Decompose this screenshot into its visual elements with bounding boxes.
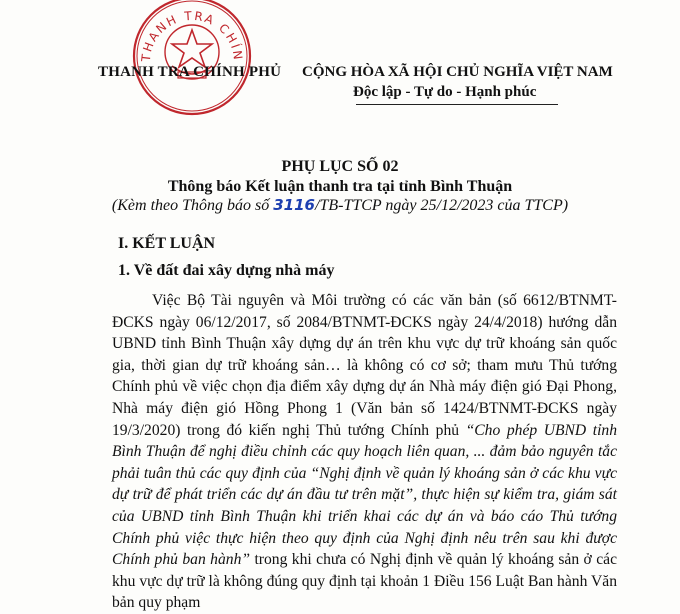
paragraph-text: Việc Bộ Tài nguyên và Môi trường có các văn bản (số 6612/BTNMT-ĐCKS ngày 06/12/2017, số 2084/BTNMT-ĐCKS ngày 24/4/2018) hướng dẫn UBND tỉnh Bình Thuận xây dựng dự án trên khu vực dự trữ khoáng sản quốc gia, thời gian dự trữ khoáng sản… là không có cơ sở; tham mưu Thủ tướng Chính phủ về việc chọn địa điểm xây dựng dự án Nhà máy điện gió Đại Phong, Nhà máy điện gió Hồng Phong 1 (Văn bản số 1424/BTNMT-ĐCKS ngày 19/3/2020) trong đó kiến nghị Thủ tướng Chính phủ (112, 292, 617, 439)
handwritten-number: 3116 (273, 196, 315, 214)
star-icon (172, 30, 212, 67)
reference-suffix: /TB-TTCP ngày 25/12/2023 của TTCP) (315, 197, 569, 214)
appendix-title: PHỤ LỤC SỐ 02 (281, 158, 399, 175)
body-paragraph (112, 290, 617, 614)
country-name: CỘNG HÒA XÃ HỘI CHỦ NGHĨA VIỆT NAM (302, 64, 613, 80)
motto-underline (356, 104, 558, 105)
seal-text: THANH TRA CHÍN (138, 8, 246, 63)
reference-prefix: (Kèm theo Thông báo số (111, 197, 274, 214)
official-seal (128, 0, 256, 120)
national-motto: Độc lập - Tự do - Hạnh phúc (353, 84, 537, 100)
paragraph-quote: “Cho phép UBND tỉnh Bình Thuận để nghị điều chỉnh các quy hoạch liên quan, ... đảm bảo nguyên tắc phải tuân thủ các quy định của “Nghị định về quản lý khoáng sản ở các khu vực dự trữ để phát triển các dự án đầu tư trên mặt”, thực hiện sự kiểm tra, giám sát của UBND tỉnh Bình Thuận khi triển khai các dự án và báo cáo Thủ tướng Chính phủ việc thực hiện theo quy định của Nghị định nêu trên sau khi được Chính phủ ban hành” (112, 421, 617, 569)
appendix-subtitle: Thông báo Kết luận thanh tra tại tỉnh Bình Thuận (167, 178, 513, 195)
section-heading: I. KẾT LUẬN (118, 235, 216, 252)
agency-name: THANH TRA CHÍNH PHỦ (98, 64, 282, 80)
appendix-reference (0, 196, 680, 215)
paragraph-tail: trong khi chưa có Nghị định về quản lý khoáng sản ở các khu vực dự trữ là không đúng quy định tại khoản 1 Điều 156 Luật Ban hành Văn bản quy phạm (112, 551, 617, 612)
subsection-heading: 1. Về đất đai xây dựng nhà máy (118, 262, 335, 279)
